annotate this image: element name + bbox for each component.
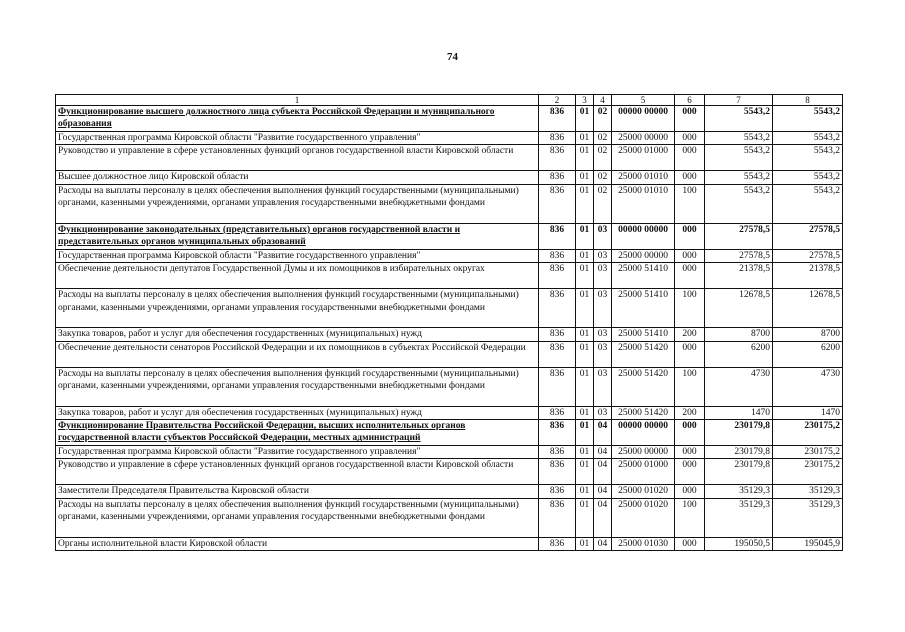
amount-col-8: 6200 — [773, 341, 843, 367]
item-name: Функционирование высшего должностного лица субъекта Российской Федерации и муниципального образования — [56, 106, 539, 132]
item-name: Закупка товаров, работ и услуг для обеспечения государственных (муниципальных) нужд — [56, 406, 539, 419]
section-code: 01 — [576, 289, 594, 328]
target-article-code: 25000 51420 — [612, 406, 675, 419]
table-row — [56, 171, 843, 184]
amount-col-8: 1470 — [773, 406, 843, 419]
target-article-code: 25000 51410 — [612, 263, 675, 289]
subsection-code: 04 — [594, 537, 612, 550]
ministry-code: 836 — [539, 459, 576, 485]
subsection-code: 04 — [594, 420, 612, 446]
subsection-code: 03 — [594, 249, 612, 262]
target-article-code: 25000 00000 — [612, 446, 675, 459]
amount-col-7: 5543,2 — [705, 184, 773, 223]
expense-type-code: 000 — [675, 145, 705, 171]
table-row — [56, 328, 843, 341]
amount-col-8: 12678,5 — [773, 289, 843, 328]
amount-col-8: 230175,2 — [773, 446, 843, 459]
ministry-code: 836 — [539, 132, 576, 145]
expense-type-code: 000 — [675, 420, 705, 446]
amount-col-8: 195045,9 — [773, 537, 843, 550]
amount-col-7: 12678,5 — [705, 289, 773, 328]
expense-type-code: 200 — [675, 406, 705, 419]
section-code: 01 — [576, 184, 594, 223]
target-article-code: 00000 00000 — [612, 223, 675, 249]
amount-col-8: 8700 — [773, 328, 843, 341]
section-code: 01 — [576, 249, 594, 262]
section-code: 01 — [576, 263, 594, 289]
header-cell: 5 — [612, 95, 675, 106]
subsection-code: 03 — [594, 263, 612, 289]
item-name: Государственная программа Кировской области "Развитие государственного управления" — [56, 446, 539, 459]
ministry-code: 836 — [539, 145, 576, 171]
subsection-code: 04 — [594, 446, 612, 459]
amount-col-8: 5543,2 — [773, 106, 843, 132]
target-article-code: 25000 51420 — [612, 341, 675, 367]
target-article-code: 25000 51410 — [612, 289, 675, 328]
table-row — [56, 106, 843, 132]
section-code: 01 — [576, 537, 594, 550]
expense-type-code: 000 — [675, 485, 705, 498]
amount-col-7: 8700 — [705, 328, 773, 341]
ministry-code: 836 — [539, 263, 576, 289]
subsection-code: 03 — [594, 367, 612, 406]
header-cell: 3 — [576, 95, 594, 106]
expense-type-code: 000 — [675, 341, 705, 367]
target-article-code: 25000 00000 — [612, 249, 675, 262]
ministry-code: 836 — [539, 184, 576, 223]
amount-col-7: 27578,5 — [705, 249, 773, 262]
target-article-code: 00000 00000 — [612, 106, 675, 132]
section-code: 01 — [576, 459, 594, 485]
item-name: Руководство и управление в сфере установленных функций органов государственной власти Кировской области — [56, 459, 539, 485]
amount-col-7: 230179,8 — [705, 446, 773, 459]
header-cell: 8 — [773, 95, 843, 106]
ministry-code: 836 — [539, 537, 576, 550]
item-name: Закупка товаров, работ и услуг для обеспечения государственных (муниципальных) нужд — [56, 328, 539, 341]
table-row — [56, 132, 843, 145]
target-article-code: 25000 51420 — [612, 367, 675, 406]
table-row — [56, 249, 843, 262]
section-code: 01 — [576, 485, 594, 498]
table-row — [56, 537, 843, 550]
target-article-code: 25000 01000 — [612, 145, 675, 171]
expense-type-code: 000 — [675, 223, 705, 249]
item-name: Расходы на выплаты персоналу в целях обеспечения выполнения функций государственными (муниципальными) органами, казенными учреждениями, органами управления государственными внебюджетными фондами — [56, 289, 539, 328]
amount-col-7: 35129,3 — [705, 498, 773, 537]
table-row — [56, 223, 843, 249]
amount-col-8: 35129,3 — [773, 498, 843, 537]
section-code: 01 — [576, 223, 594, 249]
amount-col-7: 21378,5 — [705, 263, 773, 289]
amount-col-7: 6200 — [705, 341, 773, 367]
amount-col-7: 230179,8 — [705, 420, 773, 446]
amount-col-8: 5543,2 — [773, 145, 843, 171]
ministry-code: 836 — [539, 446, 576, 459]
ministry-code: 836 — [539, 223, 576, 249]
subsection-code: 02 — [594, 184, 612, 223]
ministry-code: 836 — [539, 498, 576, 537]
amount-col-8: 230175,2 — [773, 459, 843, 485]
section-code: 01 — [576, 145, 594, 171]
amount-col-7: 195050,5 — [705, 537, 773, 550]
ministry-code: 836 — [539, 420, 576, 446]
expense-type-code: 000 — [675, 171, 705, 184]
ministry-code: 836 — [539, 328, 576, 341]
item-name: Обеспечение деятельности сенаторов Российской Федерации и их помощников в субъектах Российской Федерации — [56, 341, 539, 367]
amount-col-7: 230179,8 — [705, 459, 773, 485]
amount-col-7: 5543,2 — [705, 106, 773, 132]
table-row — [56, 446, 843, 459]
table-row — [56, 367, 843, 406]
item-name: Органы исполнительной власти Кировской области — [56, 537, 539, 550]
table-row — [56, 459, 843, 485]
target-article-code: 25000 51410 — [612, 328, 675, 341]
item-name: Обеспечение деятельности депутатов Государственной Думы и их помощников в избирательных округах — [56, 263, 539, 289]
header-cell: 2 — [539, 95, 576, 106]
item-name: Государственная программа Кировской области "Развитие государственного управления" — [56, 249, 539, 262]
header-row — [56, 95, 843, 106]
table-row — [56, 145, 843, 171]
expense-type-code: 200 — [675, 328, 705, 341]
subsection-code: 03 — [594, 341, 612, 367]
expense-type-code: 000 — [675, 132, 705, 145]
section-code: 01 — [576, 446, 594, 459]
expense-type-code: 000 — [675, 106, 705, 132]
expense-type-code: 100 — [675, 367, 705, 406]
section-code: 01 — [576, 132, 594, 145]
target-article-code: 25000 01030 — [612, 537, 675, 550]
subsection-code: 03 — [594, 328, 612, 341]
section-code: 01 — [576, 106, 594, 132]
ministry-code: 836 — [539, 249, 576, 262]
expense-type-code: 100 — [675, 498, 705, 537]
target-article-code: 25000 01000 — [612, 459, 675, 485]
expense-type-code: 000 — [675, 446, 705, 459]
subsection-code: 02 — [594, 145, 612, 171]
target-article-code: 25000 01020 — [612, 498, 675, 537]
subsection-code: 04 — [594, 498, 612, 537]
section-code: 01 — [576, 420, 594, 446]
table-row — [56, 341, 843, 367]
target-article-code: 25000 01020 — [612, 485, 675, 498]
section-code: 01 — [576, 341, 594, 367]
table-row — [56, 406, 843, 419]
ministry-code: 836 — [539, 106, 576, 132]
section-code: 01 — [576, 328, 594, 341]
item-name: Высшее должностное лицо Кировской области — [56, 171, 539, 184]
section-code: 01 — [576, 367, 594, 406]
amount-col-8: 35129,3 — [773, 485, 843, 498]
table-row — [56, 289, 843, 328]
item-name: Функционирование Правительства Российской Федерации, высших исполнительных органов государственной власти субъектов Российской Федерации, местных администраций — [56, 420, 539, 446]
expense-type-code: 100 — [675, 289, 705, 328]
subsection-code: 03 — [594, 406, 612, 419]
table-row — [56, 420, 843, 446]
header-cell: 7 — [705, 95, 773, 106]
table-row — [56, 498, 843, 537]
ministry-code: 836 — [539, 289, 576, 328]
item-name: Руководство и управление в сфере установленных функций органов государственной власти Кировской области — [56, 145, 539, 171]
amount-col-7: 5543,2 — [705, 132, 773, 145]
table-row — [56, 184, 843, 223]
amount-col-8: 4730 — [773, 367, 843, 406]
table-row — [56, 263, 843, 289]
target-article-code: 25000 01010 — [612, 184, 675, 223]
expense-type-code: 000 — [675, 249, 705, 262]
amount-col-8: 5543,2 — [773, 171, 843, 184]
target-article-code: 25000 01010 — [612, 171, 675, 184]
header-cell: 1 — [56, 95, 539, 106]
amount-col-7: 5543,2 — [705, 171, 773, 184]
ministry-code: 836 — [539, 171, 576, 184]
subsection-code: 04 — [594, 459, 612, 485]
budget-table — [55, 94, 843, 551]
expense-type-code: 000 — [675, 459, 705, 485]
header-cell: 4 — [594, 95, 612, 106]
item-name: Расходы на выплаты персоналу в целях обеспечения выполнения функций государственными (муниципальными) органами, казенными учреждениями, органами управления государственными внебюджетными фондами — [56, 367, 539, 406]
amount-col-8: 5543,2 — [773, 132, 843, 145]
section-code: 01 — [576, 406, 594, 419]
section-code: 01 — [576, 171, 594, 184]
ministry-code: 836 — [539, 341, 576, 367]
amount-col-7: 27578,5 — [705, 223, 773, 249]
amount-col-8: 27578,5 — [773, 223, 843, 249]
target-article-code: 00000 00000 — [612, 420, 675, 446]
amount-col-8: 21378,5 — [773, 263, 843, 289]
amount-col-7: 1470 — [705, 406, 773, 419]
ministry-code: 836 — [539, 406, 576, 419]
item-name: Функционирование законодательных (представительных) органов государственной власти и представительных органов муниципальных образований — [56, 223, 539, 249]
expense-type-code: 000 — [675, 537, 705, 550]
expense-type-code: 100 — [675, 184, 705, 223]
expense-type-code: 000 — [675, 263, 705, 289]
subsection-code: 02 — [594, 132, 612, 145]
section-code: 01 — [576, 498, 594, 537]
amount-col-8: 27578,5 — [773, 249, 843, 262]
amount-col-8: 5543,2 — [773, 184, 843, 223]
amount-col-7: 4730 — [705, 367, 773, 406]
amount-col-8: 230175,2 — [773, 420, 843, 446]
item-name: Расходы на выплаты персоналу в целях обеспечения выполнения функций государственными (муниципальными) органами, казенными учреждениями, органами управления государственными внебюджетными фондами — [56, 498, 539, 537]
subsection-code: 04 — [594, 485, 612, 498]
amount-col-7: 35129,3 — [705, 485, 773, 498]
amount-col-7: 5543,2 — [705, 145, 773, 171]
subsection-code: 02 — [594, 106, 612, 132]
item-name: Расходы на выплаты персоналу в целях обеспечения выполнения функций государственными (муниципальными) органами, казенными учреждениями, органами управления государственными внебюджетными фондами — [56, 184, 539, 223]
target-article-code: 25000 00000 — [612, 132, 675, 145]
subsection-code: 02 — [594, 171, 612, 184]
header-cell: 6 — [675, 95, 705, 106]
subsection-code: 03 — [594, 223, 612, 249]
table-row — [56, 485, 843, 498]
item-name: Заместители Председателя Правительства Кировской области — [56, 485, 539, 498]
item-name: Государственная программа Кировской области "Развитие государственного управления" — [56, 132, 539, 145]
ministry-code: 836 — [539, 485, 576, 498]
ministry-code: 836 — [539, 367, 576, 406]
page-number: 74 — [447, 51, 458, 63]
subsection-code: 03 — [594, 289, 612, 328]
